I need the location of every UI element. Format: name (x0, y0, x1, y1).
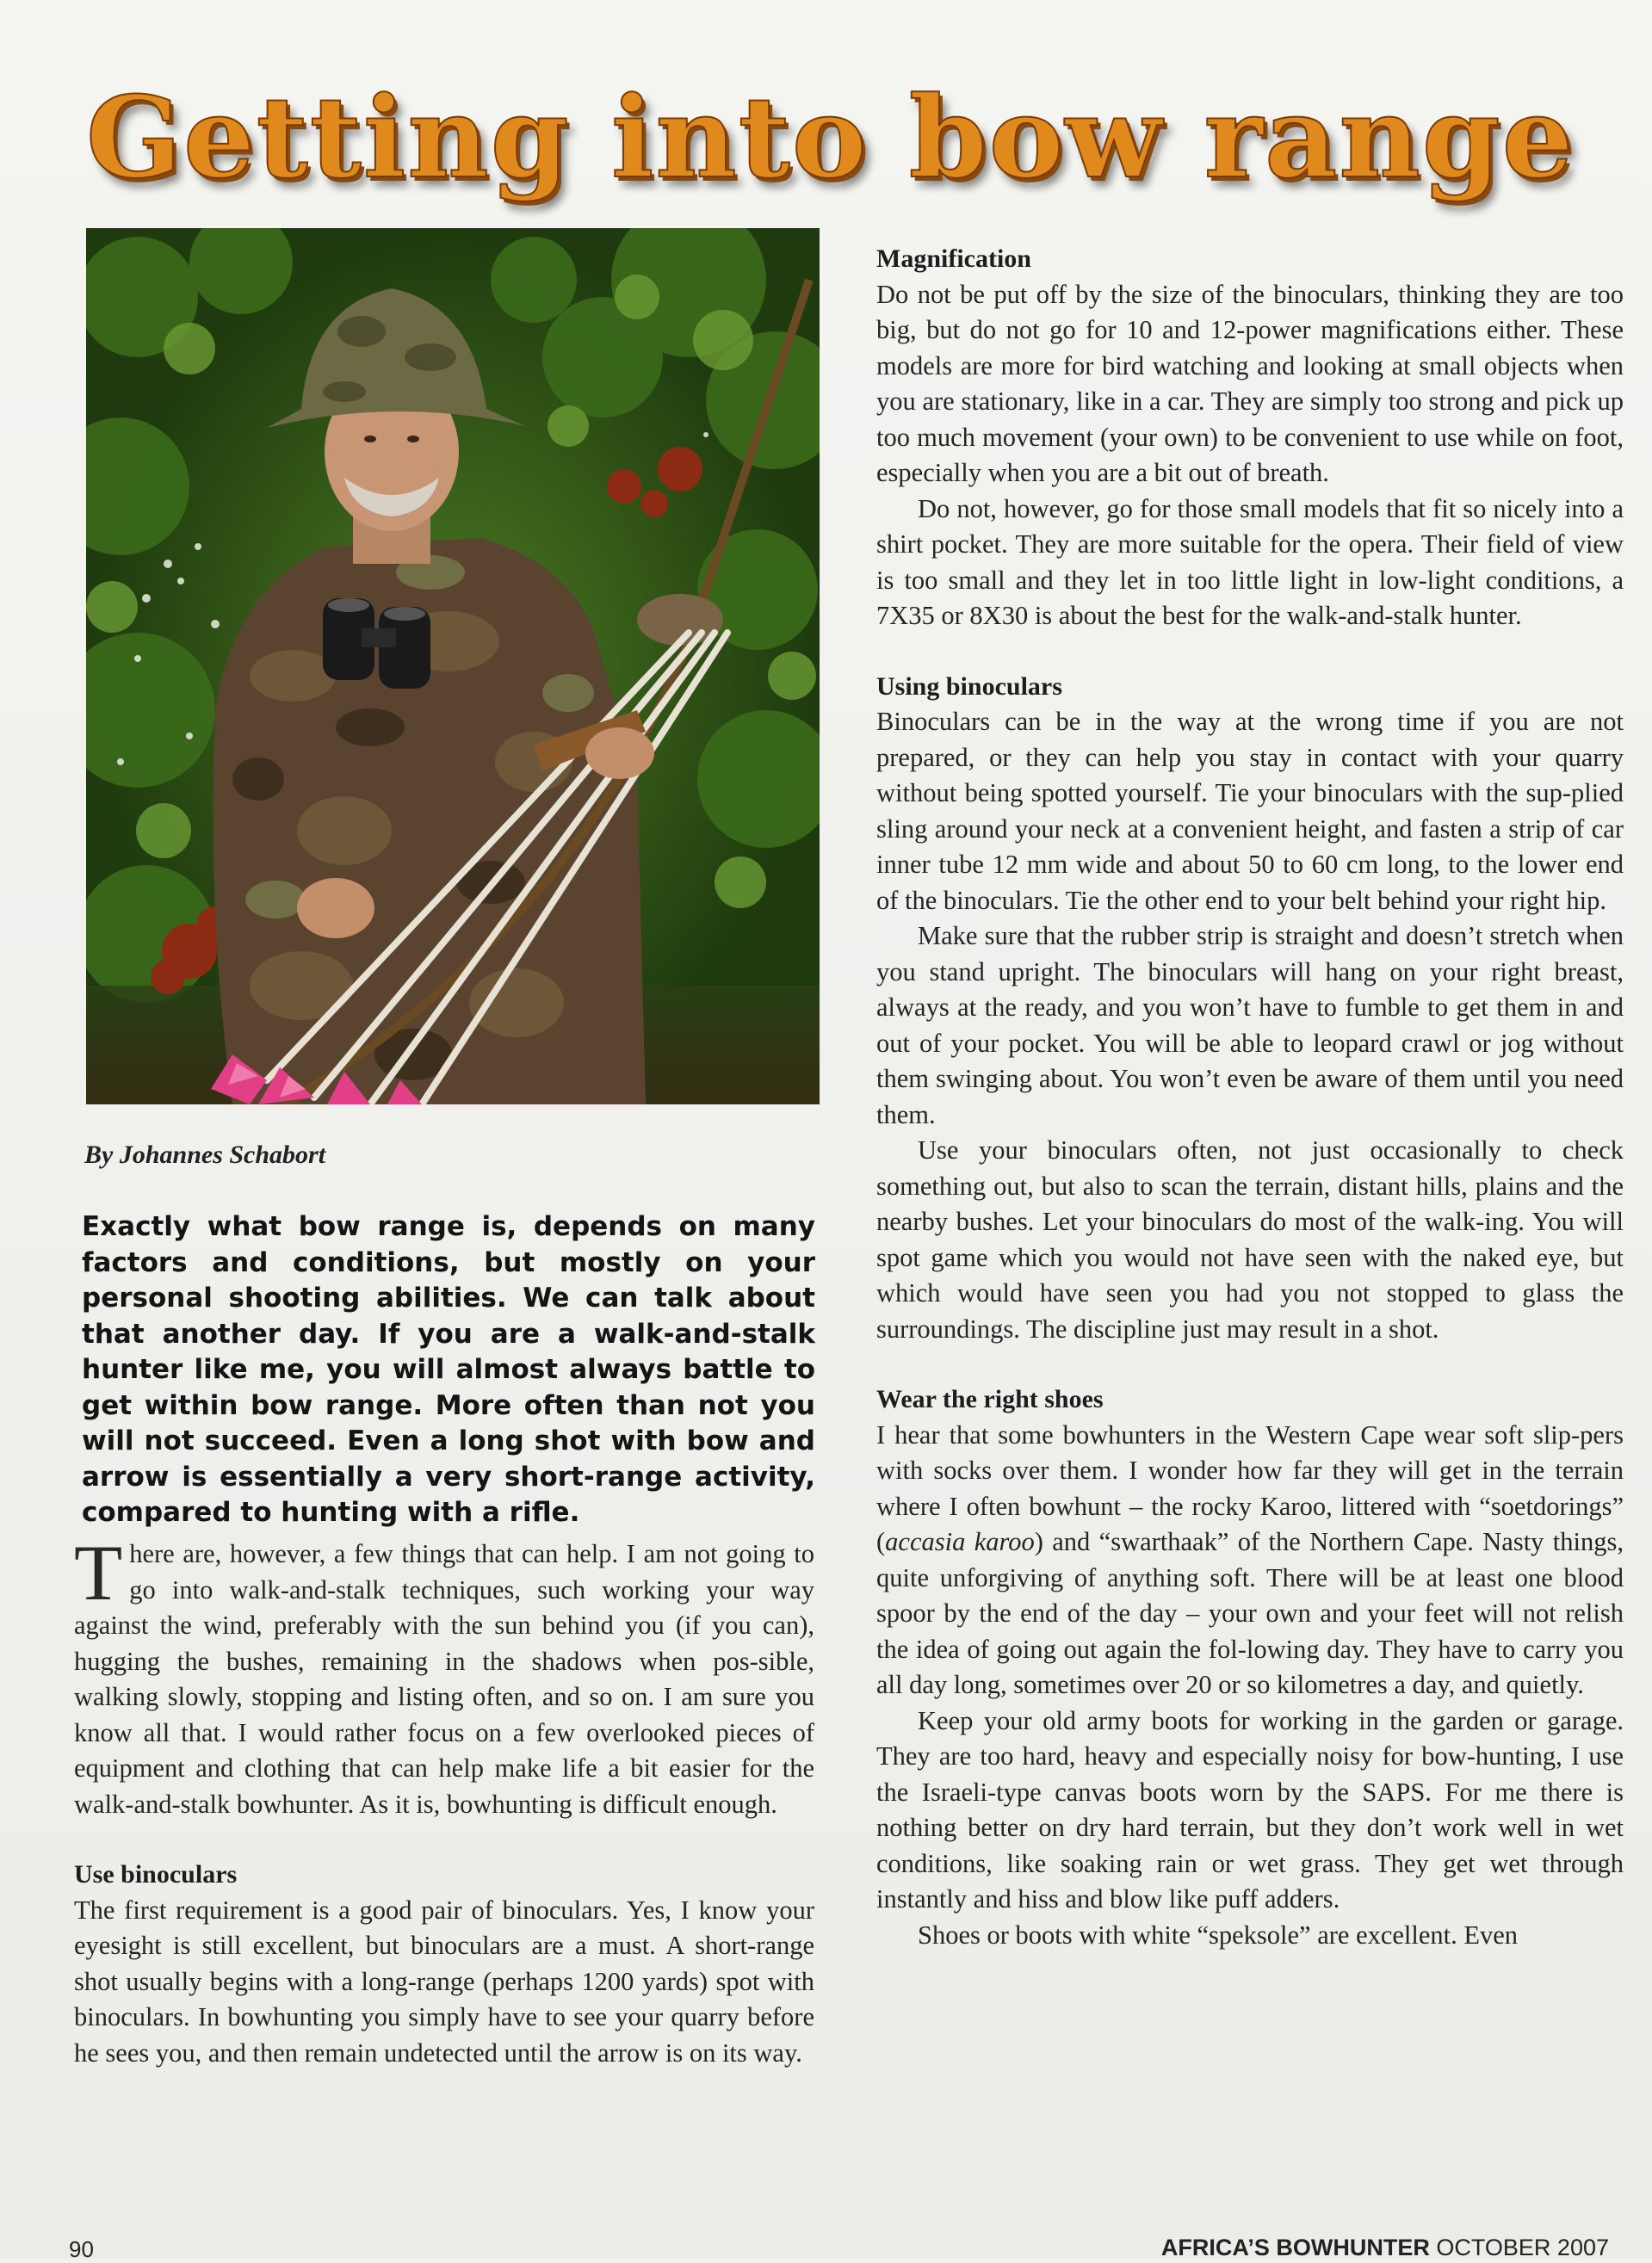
issue-date: OCTOBER 2007 (1436, 2235, 1609, 2260)
body-paragraph (74, 1529, 814, 1822)
hunter-with-bow-image (86, 228, 820, 1104)
body-paragraph: Do not, however, go for those small models that fit so nicely into a shirt pocket. They are more suitable for the opera. Their field of view is too small and they let in too little light in low-light conditions, a 7X35 or 8X30 is about the best for the walk-and-stalk hunter. (876, 493, 1624, 630)
body-paragraph: The first requirement is a good pair of binoculars. Yes, I know your eyesight is still excellent, but binoculars are a must. A short-range shot usually begins with a long-range (perhaps 1200 yards) spot with binoculars. In bowhunting you simply have to see your quarry before he sees you, and then remain undetected until the arrow is on its way. (74, 1895, 814, 2068)
author-byline: By Johannes Schabort (84, 1141, 326, 1169)
running-footer (1161, 2235, 1609, 2261)
magazine-name: AFRICA’S BOWHUNTER (1160, 2235, 1430, 2260)
right-column (876, 241, 1624, 1953)
article-title: Getting into bow range (86, 71, 1575, 203)
drop-cap: T (74, 1529, 123, 1617)
page-number: 90 (69, 2236, 94, 2262)
intro-paragraph: Exactly what bow range is, depends on many factors and conditions, but mostly on your personal shooting abilities. We can talk about that another day. If you are a walk-and-stalk hunter like me, you will almost always battle to get within bow range. More often than not you will not succeed. Even a long shot with bow and arrow is essentially a very short-range activity, compared to hunting with a rifle. (82, 1211, 815, 1528)
body-paragraph (876, 1418, 1624, 1703)
body-paragraph: Do not be put off by the size of the binoculars, thinking they are too big, but do not go for 10 and 12-power magnifications either. These models are more for bird watching and looking at small objects when you are stationary, like in a car. They are simply too strong and pick up too much movement (your own) to be convenient to use while on foot, especially when you are a bit out of breath. (876, 279, 1624, 487)
section-heading: Magnification (876, 244, 1031, 273)
hunter-photo (86, 228, 820, 1104)
body-paragraph: Keep your old army boots for working in the garden or garage. They are too hard, heavy and especially noisy for bow-hunting, I use the Israeli-type canvas boots worn by the SAPS. For me there is nothing better on dry hard terrain, but they don’t work well in wet conditions, like soaking rain or wet grass. They get wet through instantly and hiss and blow like puff adders. (876, 1705, 1624, 1914)
body-paragraph: Use your binoculars often, not just occasionally to check something out, but also to scan the terrain, distant hills, plains and the nearby bushes. Let your binoculars do most of the walk-ing. You will spot game which you would not have seen with the naked eye, but which would have seen you had you not stopped to glass the surroundings. The discipline just may result in a shot. (876, 1135, 1624, 1344)
text-run: ) and “swarthaak” of the Northern Cape. Nasty things, quite unforgiving of anything soft. There will be at least one blood spoor by the end of the day – your own and your feet will not relish the idea of going out again the fol-lowing day. They have to carry you all day long, sometimes over 20 or so kilometres a day, and quietly. (876, 1527, 1624, 1699)
body-paragraph: Make sure that the rubber strip is straight and doesn’t stretch when you stand upright. The binoculars will hang on your right breast, always at the ready, and you won’t have to fumble to get them in and out of your pocket. You will be able to leopard crawl or jog without them swinging about. You won’t even be aware of them until you need them. (876, 921, 1624, 1129)
text-run: I hear that some bowhunters in the Western Cape wear soft slip-pers with socks over them. I wonder how far they will get in the terrain where I often bowhunt – the rocky Karoo, littered with “soetdorings” ( (876, 1419, 1624, 1556)
section-heading: Use binoculars (74, 1860, 238, 1889)
body-paragraph: Shoes or boots with white “speksole” are excellent. Even (918, 1920, 1519, 1950)
section-heading: Using binoculars (876, 671, 1062, 701)
opening-text: here are, however, a few things that can help. I am not going to go into walk-and-stalk techniques, such working your way against the wind, preferably with the sun behind you (if you can), hugging the bushes, remaining in the shadows when pos-sible, walking slowly, stopping and listing often, and so on. I am sure you know all that. I would rather focus on a few overlooked pieces of equipment and clothing that can help make life a bit easier for the walk-and-stalk bowhunter. As it is, bowhunting is difficult enough. (74, 1539, 814, 1819)
left-column (74, 1529, 814, 2071)
italic-term: accasia karoo (885, 1527, 1035, 1556)
body-paragraph: Binoculars can be in the way at the wrong time if you are not prepared, or they can help you stay in contact with your quarry without being spotted yourself. Tie your binoculars with the sup-plied sling around your neck at a convenient height, and fasten a strip of car inner tube 12 mm wide and about 50 to 60 cm long, to the lower end of the binoculars. Tie the other end to your belt behind your right hip. (876, 707, 1624, 915)
section-heading: Wear the right shoes (876, 1385, 1104, 1413)
